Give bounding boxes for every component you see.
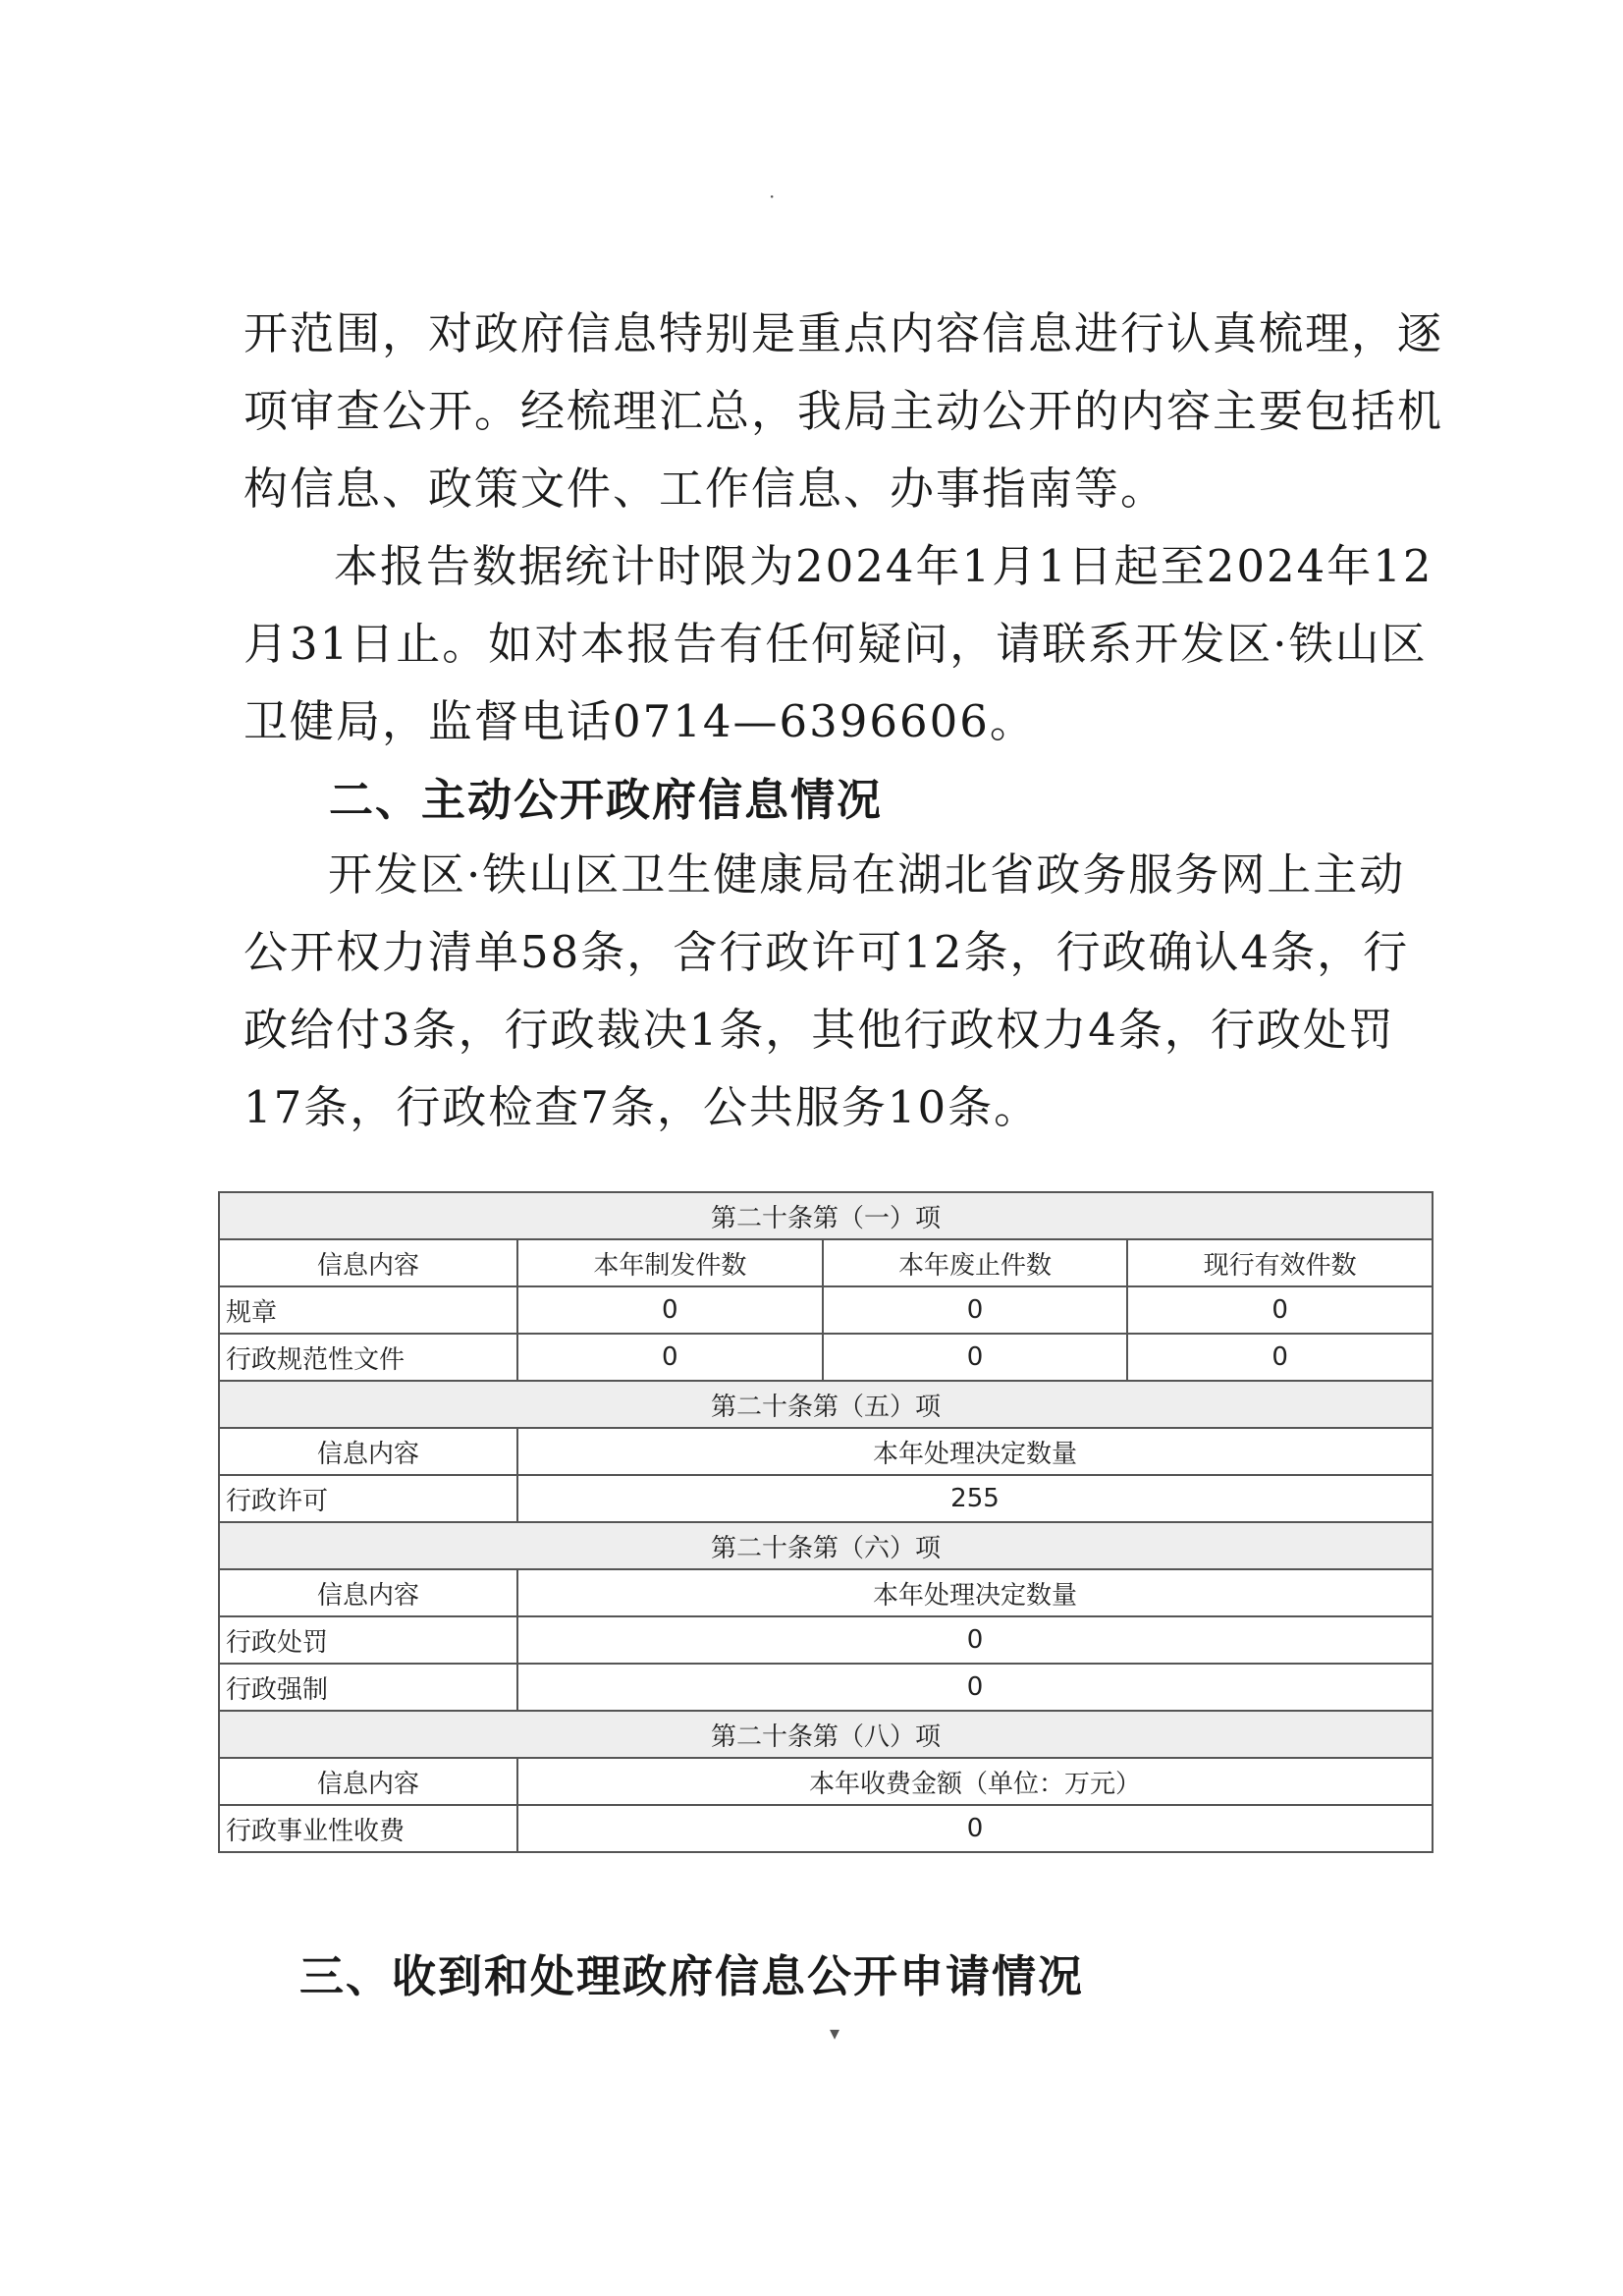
section-row <box>219 1711 1433 1758</box>
cell-value: 0 <box>517 1805 1433 1852</box>
row-label: 规章 <box>219 1286 517 1334</box>
section-row <box>219 1381 1433 1428</box>
paragraph-power-list: 开发区·铁山区卫生健康局在湖北省政务服务网上主动公开权力清单58条，含行政许可12条，行政确认4条，行政给付3条，行政裁决1条，其他行政权力4条，行政处罚17条，行政检查7条，公共服务10条。 <box>243 848 1410 1133</box>
table-row <box>219 1334 1433 1381</box>
header-cell: 本年制发件数 <box>517 1239 823 1286</box>
header-row <box>219 1758 1433 1805</box>
cell-value: 0 <box>823 1286 1128 1334</box>
header-row <box>219 1428 1433 1475</box>
table-row <box>219 1475 1433 1522</box>
cell-value: 0 <box>823 1334 1128 1381</box>
section-title: 第二十条第（六）项 <box>219 1522 1433 1569</box>
cell-value: 255 <box>517 1475 1433 1522</box>
header-cell: 本年处理决定数量 <box>517 1428 1433 1475</box>
row-label: 行政事业性收费 <box>219 1805 517 1852</box>
cell-value: 0 <box>517 1286 823 1334</box>
section-title: 第二十条第（一）项 <box>219 1192 1433 1239</box>
table-row <box>219 1664 1433 1711</box>
scan-mark: · <box>769 185 776 208</box>
header-cell: 现行有效件数 <box>1127 1239 1433 1286</box>
table-row <box>219 1616 1433 1664</box>
cell-value: 0 <box>517 1334 823 1381</box>
header-cell: 信息内容 <box>219 1569 517 1616</box>
table-row <box>219 1805 1433 1852</box>
header-cell: 本年处理决定数量 <box>517 1569 1433 1616</box>
paragraph-scope: 开范围，对政府信息特别是重点内容信息进行认真梳理，逐项审查公开。经梳理汇总，我局主动公开的内容主要包括机构信息、政策文件、工作信息、办事指南等。 <box>243 307 1444 515</box>
cell-value: 0 <box>517 1616 1433 1664</box>
cell-value: 0 <box>1127 1334 1433 1381</box>
cell-value: 0 <box>1127 1286 1433 1334</box>
header-cell: 本年收费金额（单位：万元） <box>517 1758 1433 1805</box>
row-label: 行政强制 <box>219 1664 517 1711</box>
heading-applications: 三、收到和处理政府信息公开申请情况 <box>299 1950 1085 2002</box>
header-cell: 本年废止件数 <box>823 1239 1128 1286</box>
section-row <box>219 1192 1433 1239</box>
cell-value: 0 <box>517 1664 1433 1711</box>
header-cell: 信息内容 <box>219 1239 517 1286</box>
row-label: 行政许可 <box>219 1475 517 1522</box>
table-row <box>219 1286 1433 1334</box>
section-row <box>219 1522 1433 1569</box>
header-cell: 信息内容 <box>219 1428 517 1475</box>
scan-mark: ▾ <box>830 2021 840 2045</box>
section-title: 第二十条第（八）项 <box>219 1711 1433 1758</box>
paragraph-period: 本报告数据统计时限为2024年1月1日起至2024年12月31日止。如对本报告有任何疑问，请联系开发区·铁山区卫健局，监督电话0714—6396606。 <box>243 540 1434 747</box>
header-cell: 信息内容 <box>219 1758 517 1805</box>
header-row <box>219 1239 1433 1286</box>
disclosure-table <box>218 1191 1434 1853</box>
heading-active-disclosure: 二、主动公开政府信息情况 <box>329 774 884 826</box>
section-title: 第二十条第（五）项 <box>219 1381 1433 1428</box>
row-label: 行政规范性文件 <box>219 1334 517 1381</box>
header-row <box>219 1569 1433 1616</box>
row-label: 行政处罚 <box>219 1616 517 1664</box>
